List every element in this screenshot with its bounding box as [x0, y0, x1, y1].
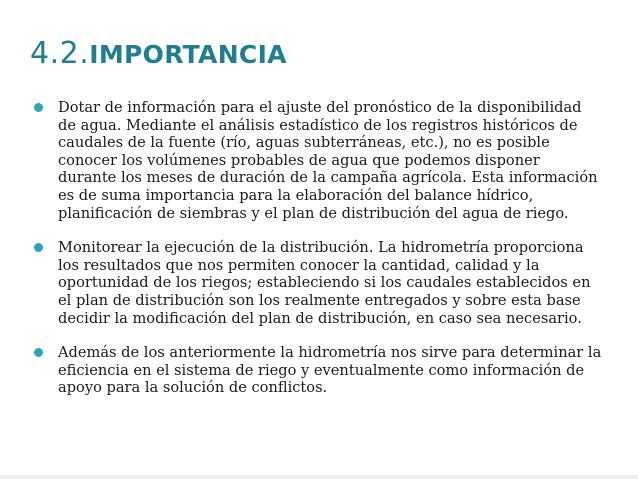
bullet-list	[34, 99, 602, 397]
bullet-text: Además de los anteriormente la hidrometría nos sirve para determinar la eficiencia en el sistema de riego y eventualmente como información de apoyo para la solución de conflictos.	[58, 344, 602, 397]
bullet-text: Dotar de información para el ajuste del pronóstico de la disponibilidad de agua. Mediante el análisis estadístico de los registros históricos de caudales de la fuente (río, aguas subterráneas, etc.), no es posible conocer los volúmenes probables de agua que podemos disponer durante los meses de duración de la campaña agrícola. Esta información es de suma importancia para la elaboración del balance hídrico, planificación de siembras y el plan de distribución del agua de riego.	[58, 99, 598, 222]
bullet-item	[34, 239, 602, 327]
bullet-item	[34, 344, 602, 397]
bullet-dot-icon	[34, 103, 43, 112]
bottom-bar	[0, 475, 638, 479]
title-word: IMPORTANCIA	[89, 40, 287, 69]
bullet-dot-icon	[34, 243, 43, 252]
title-number: 4.2.	[30, 36, 90, 71]
bullet-text: Monitorear la ejecución de la distribución. La hidrometría proporciona los resultados que nos permiten conocer la cantidad, calidad y la oportunidad de los riegos; estableciendo si los caudales establecidos en el plan de distribución son los realmente entregados y sobre esta base decidir la modificación del plan de distribución, en caso sea necesario.	[58, 239, 591, 327]
bullet-item	[34, 99, 602, 222]
bullet-dot-icon	[34, 348, 43, 357]
slide-title	[30, 36, 287, 71]
